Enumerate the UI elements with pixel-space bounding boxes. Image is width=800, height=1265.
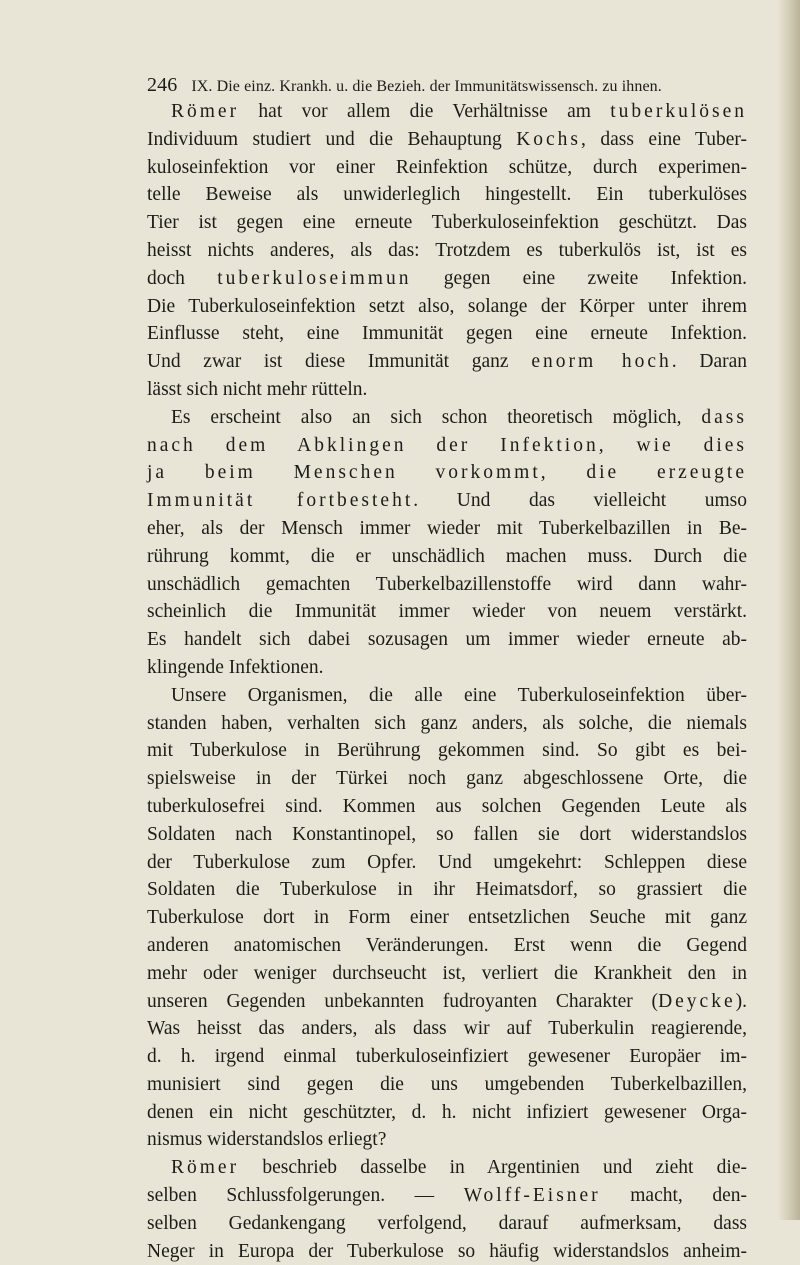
- text-run: heisst nichts anderes, als das: Trotzdem es tuberkulös ist, ist es: [147, 239, 747, 261]
- text-run: denen ein nicht geschützter, d. h. nicht infiziert gewesener Orga-: [147, 1101, 747, 1123]
- text-line: [147, 1238, 747, 1265]
- text-run: anderen anatomischen Veränderungen. Erst wenn die Gegend: [147, 934, 747, 956]
- text-run: Was heisst das anders, als dass wir auf Tuberkulin reagierende,: [147, 1018, 747, 1040]
- text-run: Unsere Organismen, die alle eine Tuberkuloseinfektion über-: [171, 684, 747, 706]
- page-edge-shadow: [778, 0, 800, 1220]
- text-run: gegen eine zweite Infektion.: [411, 267, 748, 289]
- text-run: d. h. irgend einmal tuberkuloseinfiziert gewesener Europäer im-: [147, 1046, 747, 1068]
- text-line: [147, 710, 747, 738]
- page-header: [147, 74, 747, 97]
- text-line: [147, 737, 747, 765]
- spaced-text: Kochs: [516, 128, 582, 150]
- text-run: Individuum studiert und die Behauptung: [147, 128, 517, 150]
- spaced-text: ja beim Menschen vorkommt, die erzeugte: [147, 462, 747, 484]
- text-run: beschrieb dasselbe in Argentinien und zieht die-: [239, 1157, 747, 1179]
- text-run: standen haben, verhalten sich ganz anders, als solche, die niemals: [147, 712, 747, 734]
- text-line: [147, 98, 747, 126]
- text-line: [147, 1043, 747, 1071]
- text-line: [147, 459, 747, 487]
- text-run: unschädlich gemachten Tuberkelbazillenstoffe wird dann wahr-: [147, 573, 747, 595]
- text-line: [147, 1126, 747, 1154]
- text-line: [147, 626, 747, 654]
- text-line: [147, 515, 747, 543]
- text-line: [147, 849, 747, 877]
- text-run: selben Schlussfolgerungen. —: [147, 1185, 464, 1207]
- text-run: lässt sich nicht mehr rütteln.: [147, 378, 368, 400]
- text-line: [147, 765, 747, 793]
- text-run: klingende Infektionen.: [147, 656, 324, 678]
- text-run: doch: [147, 267, 218, 289]
- text-line: [147, 376, 747, 404]
- page-number: 246: [147, 74, 178, 96]
- text-run: kuloseinfektion vor einer Reinfektion schütze, durch experimen-: [147, 156, 747, 178]
- spaced-text: tuberkuloseimmun: [217, 267, 412, 289]
- text-run: . Und das vielleicht umso: [413, 490, 747, 512]
- text-line: [147, 1015, 747, 1043]
- text-run: Soldaten die Tuberkulose in ihr Heimatsdorf, so grassiert die: [147, 879, 747, 901]
- text-run: . Daran: [671, 351, 747, 373]
- text-line: [147, 654, 747, 682]
- text-run: rührung kommt, die er unschädlich machen muss. Durch die: [147, 545, 747, 567]
- text-line: [147, 821, 747, 849]
- text-line: [147, 265, 747, 293]
- text-run: Und zwar ist diese Immunität ganz: [147, 351, 532, 373]
- text-line: [147, 432, 747, 460]
- text-line: [147, 1210, 747, 1238]
- text-line: [147, 1154, 747, 1182]
- text-line: [147, 988, 747, 1016]
- text-line: [147, 960, 747, 988]
- text-run: ).: [735, 990, 747, 1012]
- text-line: [147, 543, 747, 571]
- text-run: macht, den-: [600, 1185, 747, 1207]
- text-line: [147, 1071, 747, 1099]
- text-run: spielsweise in der Türkei noch ganz abgeschlossene Orte, die: [147, 768, 747, 790]
- text-run: tuberkulosefrei sind. Kommen aus solchen Gegenden Leute als: [147, 795, 747, 817]
- text-run: Einflusse steht, eine Immunität gegen eine erneute Infektion.: [147, 323, 747, 345]
- text-run: eher, als der Mensch immer wieder mit Tuberkelbazillen in Be-: [147, 517, 747, 539]
- text-line: [147, 126, 747, 154]
- text-line: [147, 154, 747, 182]
- text-line: [147, 348, 747, 376]
- text-run: selben Gedankengang verfolgend, darauf aufmerksam, dass: [147, 1212, 747, 1234]
- text-line: [147, 293, 747, 321]
- running-title: IX. Die einz. Krankh. u. die Bezieh. der Immunitätswissensch. zu ihnen.: [191, 78, 662, 95]
- spaced-text: Römer: [171, 1157, 240, 1179]
- spaced-text: Römer: [171, 101, 240, 122]
- text-run: scheinlich die Immunität immer wieder von neuem verstärkt.: [147, 601, 747, 623]
- text-run: nismus widerstandslos erliegt?: [147, 1129, 387, 1151]
- text-run: mit Tuberkulose in Berührung gekommen sind. So gibt es bei-: [147, 740, 747, 762]
- text-line: [147, 181, 747, 209]
- text-line: [147, 571, 747, 599]
- text-line: [147, 598, 747, 626]
- spaced-text: tuberkulösen: [610, 101, 747, 122]
- text-line: [147, 487, 747, 515]
- text-run: munisiert sind gegen die uns umgebenden Tuberkelbazillen,: [147, 1073, 747, 1095]
- text-run: der Tuberkulose zum Opfer. Und umgekehrt: Schleppen diese: [147, 851, 747, 873]
- spaced-text: enorm hoch: [531, 351, 672, 373]
- text-run: Es erscheint also an sich schon theoretisch möglich,: [171, 406, 702, 428]
- spaced-text: Deycke: [658, 990, 736, 1012]
- text-run: Es handelt sich dabei sozusagen um immer wieder erneute ab-: [147, 629, 747, 651]
- text-run: hat vor allem die Verhältnisse am: [239, 101, 611, 122]
- text-line: [147, 404, 747, 432]
- body-text: [147, 98, 747, 1265]
- text-line: [147, 320, 747, 348]
- text-run: , dass eine Tuber-: [581, 128, 748, 150]
- spaced-text: dass: [701, 406, 747, 428]
- text-line: [147, 1099, 747, 1127]
- text-line: [147, 904, 747, 932]
- text-run: Tuberkulose dort in Form einer entsetzlichen Seuche mit ganz: [147, 907, 747, 929]
- text-run: Soldaten nach Konstantinopel, so fallen sie dort widerstandslos: [147, 823, 747, 845]
- spaced-text: nach dem Abklingen der Infektion, wie dies: [147, 434, 747, 456]
- text-line: [147, 932, 747, 960]
- text-line: [147, 1182, 747, 1210]
- text-line: [147, 876, 747, 904]
- text-run: mehr oder weniger durchseucht ist, verliert die Krankheit den in: [147, 962, 747, 984]
- text-run: unseren Gegenden unbekannten fudroyanten Charakter (: [147, 990, 659, 1012]
- spaced-text: Wolff-Eisner: [463, 1185, 601, 1207]
- text-line: [147, 793, 747, 821]
- text-line: [147, 237, 747, 265]
- text-line: [147, 682, 747, 710]
- text-run: telle Beweise als unwiderleglich hingestellt. Ein tuberkulöses: [147, 184, 747, 206]
- text-run: Tier ist gegen eine erneute Tuberkuloseinfektion geschützt. Das: [147, 212, 747, 234]
- text-run: Die Tuberkuloseinfektion setzt also, solange der Körper unter ihrem: [147, 295, 747, 317]
- spaced-text: Immunität fortbesteht: [147, 490, 414, 512]
- text-line: [147, 209, 747, 237]
- text-run: Neger in Europa der Tuberkulose so häufig widerstandslos anheim-: [147, 1240, 747, 1262]
